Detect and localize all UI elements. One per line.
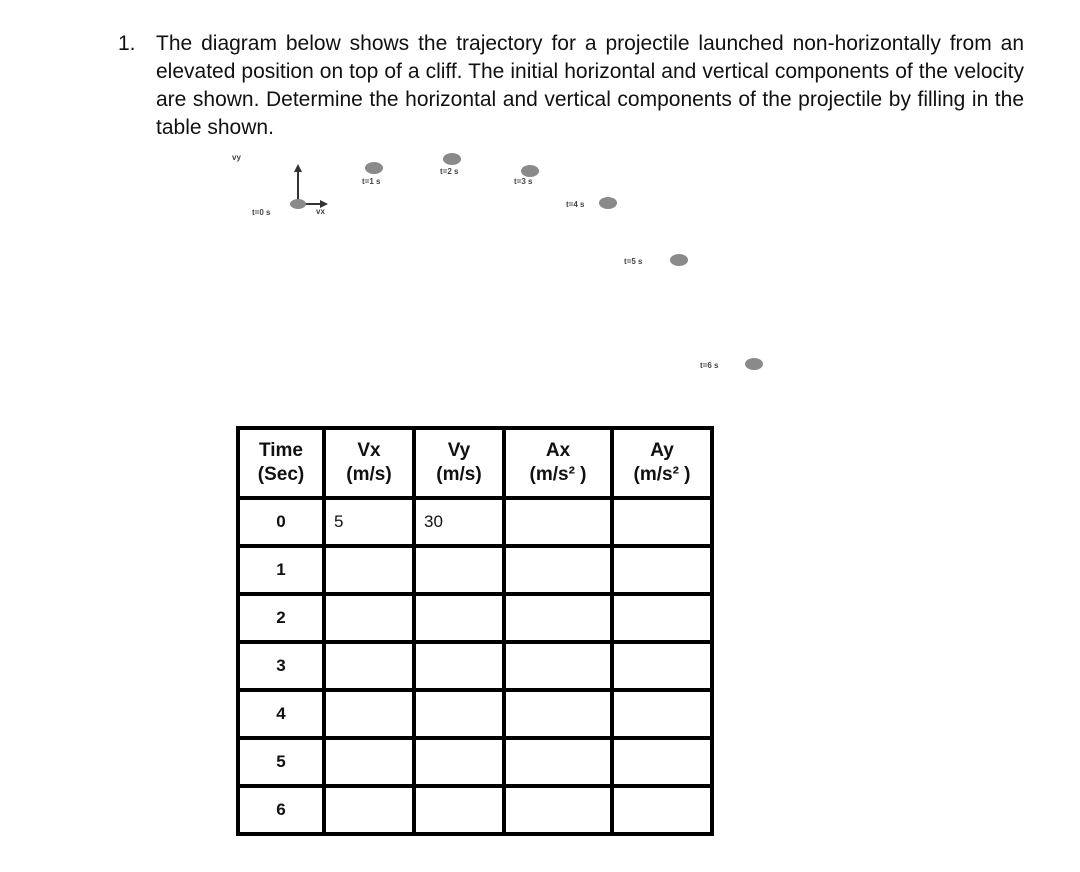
ax-cell[interactable] [506, 740, 610, 784]
table-row [240, 500, 710, 544]
table-row [240, 548, 710, 592]
header-ay [614, 430, 710, 496]
vy-label: vy [232, 153, 241, 162]
header-time-line2: (Sec) [257, 464, 305, 485]
header-time [240, 430, 322, 496]
ax-cell[interactable] [506, 788, 610, 832]
vx-label: vx [316, 207, 325, 216]
header-time-line1: Time [258, 440, 303, 461]
vy-cell[interactable] [416, 692, 502, 736]
ball-t5 [670, 254, 688, 266]
header-vx-line1: Vx [357, 440, 381, 461]
trajectory-diagram [0, 0, 1080, 420]
table-row [240, 596, 710, 640]
t1-label: t=1 s [362, 177, 381, 186]
header-ax [506, 430, 610, 496]
header-ay-line2: (m/s² ) [633, 464, 691, 485]
vx-cell[interactable] [326, 788, 412, 832]
ax-cell[interactable] [506, 500, 610, 544]
time-cell: 6 [240, 788, 322, 832]
vy-cell[interactable]: 30 [416, 500, 502, 544]
ax-cell[interactable] [506, 692, 610, 736]
ay-cell[interactable] [614, 548, 710, 592]
vy-cell[interactable] [416, 740, 502, 784]
time-cell: 5 [240, 740, 322, 784]
ax-cell[interactable] [506, 548, 610, 592]
velocity-table [236, 426, 714, 836]
table-row [240, 788, 710, 832]
table-row [240, 692, 710, 736]
vx-cell[interactable] [326, 692, 412, 736]
header-ay-line1: Ay [650, 440, 674, 461]
question-text: The diagram below shows the trajectory for a projectile launched non-horizontally from an elevated position on top of a cliff. The initial horizontal and vertical components of the velocity are shown. Determine the horizontal and vertical components of the projectile by filling in the table shown. [156, 32, 1024, 139]
vx-cell[interactable] [326, 548, 412, 592]
vy-arrow-head [294, 164, 302, 172]
vy-cell[interactable] [416, 548, 502, 592]
t6-label: t=6 s [700, 361, 719, 370]
ball-t6 [745, 358, 763, 370]
time-cell: 0 [240, 500, 322, 544]
ay-cell[interactable] [614, 692, 710, 736]
ay-cell[interactable] [614, 644, 710, 688]
question-number: 1. [118, 32, 136, 55]
ball-t3 [521, 165, 539, 177]
ball-t2 [443, 153, 461, 165]
vx-cell[interactable] [326, 644, 412, 688]
table-header-row [240, 430, 710, 496]
ay-cell[interactable] [614, 500, 710, 544]
header-vy-line2: (m/s) [436, 464, 482, 485]
header-vy [416, 430, 502, 496]
ay-cell[interactable] [614, 596, 710, 640]
header-ax-line1: Ax [545, 440, 571, 461]
vy-cell[interactable] [416, 596, 502, 640]
time-cell: 1 [240, 548, 322, 592]
time-cell: 3 [240, 644, 322, 688]
table-row [240, 740, 710, 784]
ay-cell[interactable] [614, 788, 710, 832]
header-vx-line2: (m/s) [346, 464, 392, 485]
t5-label: t=5 s [624, 257, 643, 266]
ball-t4 [599, 197, 617, 209]
t4-label: t=4 s [566, 200, 585, 209]
t3-label: t=3 s [514, 177, 533, 186]
ax-cell[interactable] [506, 644, 610, 688]
vx-cell[interactable] [326, 740, 412, 784]
vy-cell[interactable] [416, 644, 502, 688]
header-ax-line2: (m/s² ) [529, 464, 587, 485]
vx-cell[interactable] [326, 596, 412, 640]
t0-label: t=0 s [252, 208, 271, 217]
header-vx [326, 430, 412, 496]
vx-cell[interactable]: 5 [326, 500, 412, 544]
header-vy-line1: Vy [447, 440, 471, 461]
table-row [240, 644, 710, 688]
t2-label: t=2 s [440, 167, 459, 176]
ax-cell[interactable] [506, 596, 610, 640]
ay-cell[interactable] [614, 740, 710, 784]
vy-cell[interactable] [416, 788, 502, 832]
ball-t0 [290, 199, 306, 209]
time-cell: 2 [240, 596, 322, 640]
ball-t1 [365, 162, 383, 174]
time-cell: 4 [240, 692, 322, 736]
